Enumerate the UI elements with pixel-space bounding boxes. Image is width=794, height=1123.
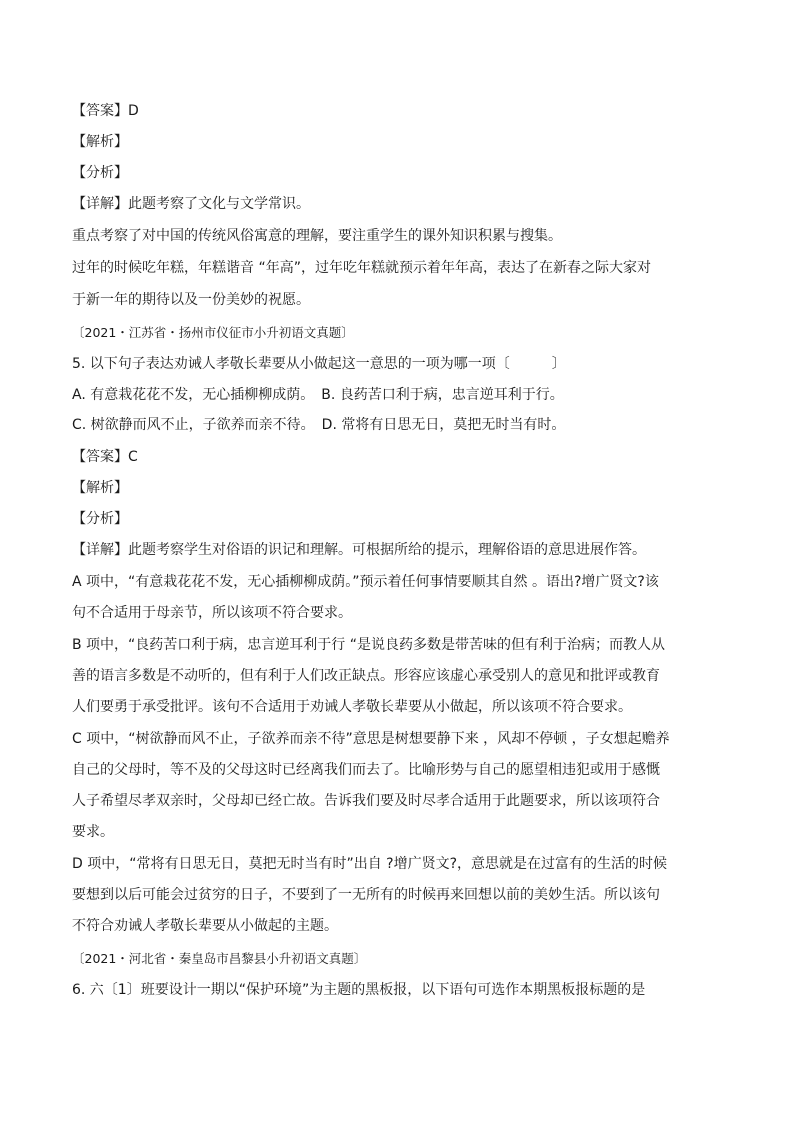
explanation-paragraph: 人子希望尽孝双亲时，父母却已经亡故。告诉我们要及时尽孝合适用于此题要求，所以该项符合 — [72, 793, 660, 809]
source-citation: 〔2021・江苏省・扬州市仪征市小升初语文真题〕 — [72, 325, 354, 340]
question-options: A. 有意栽花花不发，无心插柳柳成荫。 B. 良药苦口利于病，忠言逆耳利于行。 — [72, 387, 564, 403]
answer-label: 【答案】D — [72, 103, 139, 119]
analysis-label: 【解析】 — [72, 480, 128, 496]
answer-label: 【答案】C — [72, 449, 138, 465]
explanation-paragraph: A 项中，“有意栽花花不发，无心插柳柳成荫。”预示着任何事情要顺其自然 。语出?增广贤文?该 — [72, 574, 659, 590]
explanation-paragraph: B 项中，“良药苦口利于病，忠言逆耳利于行 “是说良药多数是带苦味的但有利于治病；而教人从 — [72, 637, 666, 653]
question-stem: 6. 六〔1〕班要设计一期以“保护环境”为主题的黑板报，以下语句可选作本期黑板报标题的是 — [72, 982, 646, 998]
explanation-paragraph: 善的语言多数是不动听的，但有利于人们改正缺点。形容应该虚心承受别人的意见和批评或教育 — [72, 668, 660, 684]
explanation-paragraph: 自己的父母时，等不及的父母这时已经离我们而去了。比喻形势与自己的愿望相违犯或用于感慨 — [72, 762, 660, 778]
explanation-paragraph: 句不合适用于母亲节，所以该项不符合要求。 — [72, 605, 352, 621]
question-options: C. 树欲静而风不止，子欲养而亲不待。 D. 常将有日思无日，莫把无时当有时。 — [72, 417, 566, 433]
detail-paragraph: 于新一年的期待以及一份美妙的祝愿。 — [72, 292, 310, 308]
detail-paragraph: 重点考察了对中国的传统风俗寓意的理解，要注重学生的课外知识积累与搜集。 — [72, 228, 562, 244]
explanation-paragraph: 要想到以后可能会过贫穷的日子，不要到了一无所有的时候再来回想以前的美妙生活。所以该句 — [72, 887, 660, 903]
detail-paragraph: 【详解】此题考察了文化与文学常识。 — [72, 196, 310, 212]
explanation-paragraph: 不符合劝诫人孝敬长辈要从小做起的主题。 — [72, 918, 338, 934]
breakdown-label: 【分析】 — [72, 165, 128, 181]
explanation-paragraph: 人们要勇于承受批评。该句不合适用于劝诫人孝敬长辈要从小做起，所以该项不符合要求。 — [72, 699, 632, 715]
explanation-paragraph: 要求。 — [72, 824, 114, 840]
explanation-paragraph: D 项中，“常将有日思无日，莫把无时当有时”出自 ?增广贤文?，意思就是在过富有的生活的时候 — [72, 856, 668, 872]
detail-paragraph: 【详解】此题考察学生对俗语的识记和理解。可根据所给的提示，理解俗语的意思进展作答。 — [72, 542, 646, 558]
explanation-paragraph: C 项中，“树欲静而风不止，子欲养而亲不待”意思是树想要静下来 ，风却不停顿 ，子女想起赡养 — [72, 731, 670, 747]
breakdown-label: 【分析】 — [72, 511, 128, 527]
source-citation: 〔2021・河北省・秦皇岛市昌黎县小升初语文真题〕 — [72, 951, 367, 966]
analysis-label: 【解析】 — [72, 134, 128, 150]
detail-paragraph: 过年的时候吃年糕，年糕谐音 “年高”，过年吃年糕就预示着年年高，表达了在新春之际大家对 — [72, 260, 651, 276]
question-stem: 5. 以下句子表达劝诫人孝敬长辈要从小做起这一意思的一项为哪一项〔 〕 — [72, 356, 566, 372]
